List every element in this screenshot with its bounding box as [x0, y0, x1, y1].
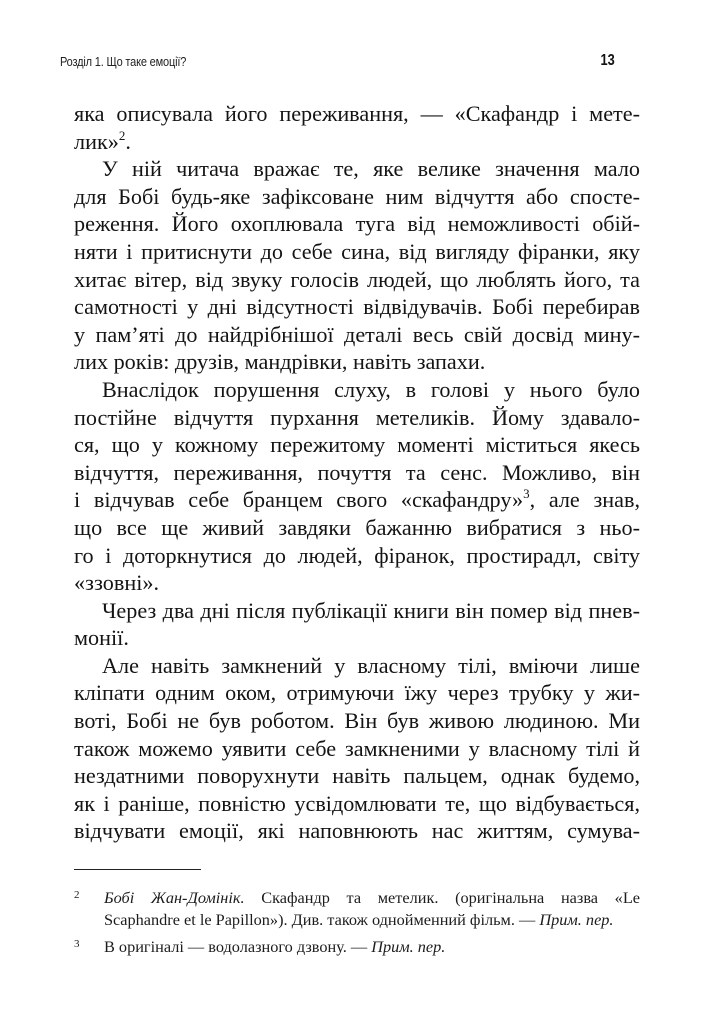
text-line: го і доторкнутися до людей, фіранок, простирадл, світу — [74, 542, 640, 568]
footnote-ref-2[interactable]: 2 — [118, 127, 126, 143]
text-line: і відчував себе бранцем свого «скафандру»$^3$, але знав, — [74, 486, 640, 513]
text-line: як і раніше, повністю усвідомлювати те, що відбувається, — [74, 790, 640, 816]
text-line: відчувати емоції, які наповнюють нас життям, сумува- — [74, 818, 640, 844]
chapter-title: Розділ 1. Що таке емоції? — [60, 55, 187, 69]
running-head — [60, 52, 660, 72]
paragraph-start-line: Через два дні після публікації книги він помер від пнев- — [102, 597, 640, 623]
text-line: монії. — [74, 625, 129, 651]
body-text — [74, 100, 640, 845]
text-line: що все ще живий завдяки бажанню вибратися з ньо- — [74, 514, 640, 540]
text-line: лик»$^2$. — [74, 127, 131, 154]
translator-note: Прим. пер. — [539, 910, 614, 929]
footnote-marker: 3 — [74, 938, 80, 950]
text-line: хитає вітер, від звуку голосів людей, що люблять його, та — [74, 266, 640, 292]
text-line: відчуття, переживання, почуття та сенс. Можливо, він — [74, 459, 640, 485]
footnote-marker: 2 — [74, 889, 80, 901]
footnote-line: Бобі Жан-Домінік. Скафандр та метелик. (оригінальна назва «Le — [104, 888, 640, 907]
text-line: реження. Його охоплювала туга від неможливості обій- — [74, 211, 640, 237]
text-line: самотності у дні відсутності відвідувачів. Бобі перебирав — [74, 294, 640, 320]
text-line: також можемо уявити себе замкненими у власному тілі й — [74, 735, 640, 761]
text-line: для Бобі будь-яке зафіксоване ним відчуття або спосте- — [74, 183, 640, 209]
text-line: постійне відчуття пурхання метеликів. Йому здавало- — [74, 404, 640, 430]
text-line: кліпати одним оком, отримуючи їжу через трубку у жи- — [74, 680, 640, 706]
paragraph-start-line: У ній читача вражає те, яке велике значення мало — [102, 156, 640, 182]
text-line: нездатними поворухнути навіть пальцем, однак будемо, — [74, 763, 640, 789]
footnote-line: Scaphandre et le Papillon»). Див. також однойменний фільм. — Прим. пер. — [104, 910, 614, 929]
text-line: яка описувала його переживання, — «Скафандр і мете- — [74, 101, 640, 126]
author-name: Бобі Жан-Домінік. — [104, 888, 245, 907]
footnote-ref-3[interactable]: 3 — [523, 486, 530, 502]
paragraph-start-line: Внаслідок порушення слуху, в голові у нього було — [102, 376, 640, 402]
footnote-divider — [74, 869, 201, 870]
page-number: 13 — [600, 52, 615, 69]
paragraph-start-line: Але навіть замкнений у власному тілі, вміючи лише — [102, 652, 640, 678]
footnote-3 — [74, 936, 640, 958]
footnotes — [74, 887, 640, 963]
text-line: лих років: друзів, мандрівки, навіть запахи. — [74, 349, 486, 375]
translator-note: Прим. пер. — [371, 937, 446, 956]
footnote-2 — [74, 887, 640, 931]
text-line: ся, що у кожному пережитому моменті міститься якесь — [74, 432, 640, 458]
text-line: няти і притиснути до себе сина, від вигляду фіранки, яку — [74, 238, 640, 264]
text-line: у пам’яті до найдрібнішої деталі весь свій досвід мину- — [74, 321, 640, 347]
footnote-line: В оригіналі — водолазного дзвону. — Прим. пер. — [104, 937, 446, 956]
text-line: воті, Бобі не був роботом. Він був живою людиною. Ми — [74, 708, 640, 734]
text-line: «ззовні». — [74, 570, 160, 596]
